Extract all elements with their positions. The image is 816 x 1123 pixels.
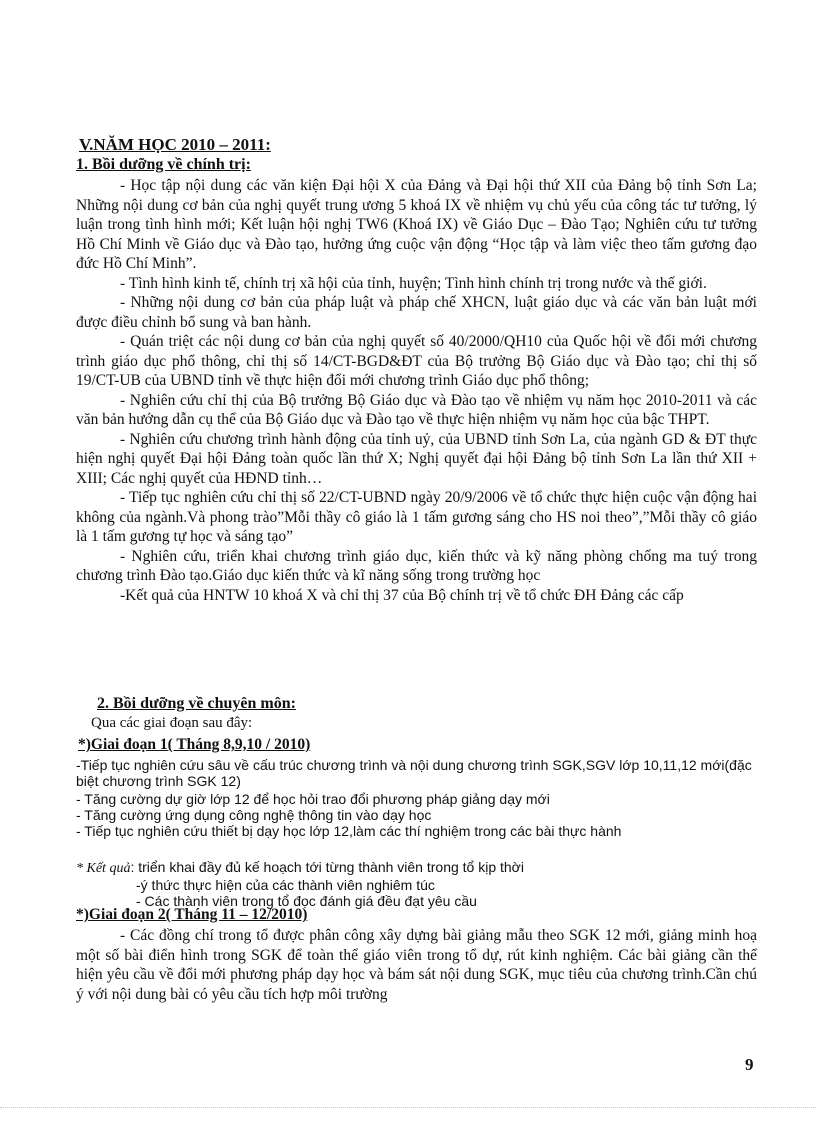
list-item: - Tăng cường ứng dụng công nghệ thông tin vào dạy học (76, 807, 432, 823)
section1-heading: 1. Bồi dưỡng về chính trị: (76, 156, 251, 173)
paragraph: - Học tập nội dung các văn kiện Đại hội X của Đảng và Đại hội thứ XII của Đảng bộ tỉnh Sơn La; Những nội dung cơ bản của nghị quyết trung ương 5 khoá IX về nhiệm vụ chủ yếu của công tác tư tưởng, lý luận trong tình hình mới; Kết luận hội nghị TW6 (Khoá IX) về Giáo Dục – Đào Tạo; Nghiên cứu tư tưởng Hồ Chí Minh về Giáo dục và Đào tạo, hưởng ứng cuộc vận động “Học tập và làm việc theo tấm gương đạo đức Hồ Chí Minh”. (76, 177, 757, 272)
phase1-heading: *)Giai đoạn 1( Tháng 8,9,10 / 2010) (78, 736, 311, 753)
section1-body (76, 176, 757, 605)
page-number: 9 (745, 1055, 754, 1074)
paragraph: - Nghiên cứu chương trình hành động của tỉnh uỷ, của UBND tỉnh Sơn La, của ngành GD & ĐT thực hiện nghị quyết Đại hội Đảng toàn quốc lần thứ X; Nghị quyết đại hội Đảng bộ tỉnh Sơn La lần thứ XII + XIII; Các nghị quyết của HĐND tỉnh… (76, 430, 757, 487)
phase1-list (76, 757, 766, 839)
section2-intro: Qua các giai đoạn sau đây: (91, 715, 253, 731)
list-item: - Tiếp tục nghiên cứu thiết bị dạy học lớp 12,làm các thí nghiệm trong các bài thực hành (76, 823, 622, 839)
page-title: V.NĂM HỌC 2010 – 2011: (79, 135, 271, 154)
paragraph: - Tiếp tục nghiên cứu chỉ thị số 22/CT-UBND ngày 20/9/2006 về tổ chức thực hiện cuộc vận động hai không của ngành.Và phong trào”Mỗi thầy cô giáo là 1 tấm gương sáng cho HS noi theo”,”Mỗi thầy cô giáo là 1 tấm gương tự học và sáng tạo” (76, 489, 757, 545)
paragraph: - Những nội dung cơ bản của pháp luật và pháp chế XHCN, luật giáo dục và các văn bản luật mới được điều chỉnh bổ sung và ban hành. (76, 294, 757, 331)
result-text: : triển khai đầy đủ kế hoạch tới từng thành viên trong tổ kịp thời (130, 859, 524, 875)
result-line: -ý thức thực hiện của các thành viên nghiêm túc (136, 877, 435, 893)
footer-divider (0, 1107, 816, 1108)
result-label: * Kết quả (76, 861, 131, 876)
paragraph: - Nghiên cứu, triển khai chương trình giáo dục, kiến thức và kỹ năng phòng chống ma tuý trong chương trình Đào tạo.Giáo dục kiến thức và kĩ năng sống trong trường học (76, 547, 757, 584)
paragraph: - Các đồng chí trong tổ được phân công xây dựng bài giảng mẫu theo SGK 12 mới, giảng minh hoạ một số bài điển hình trong SGK để toàn thể giáo viên trong tổ dự, rút kinh nghiệm. Các bài giảng cần thể hiện yêu cầu về đổi mới phương pháp dạy học và bám sát nội dung SGK, mục tiêu của chương trình.Cần chú ý với nội dung bài có yêu cầu tích hợp môi trường (76, 927, 757, 1003)
paragraph: -Kết quả của HNTW 10 khoá X và chỉ thị 37 của Bộ chính trị về tổ chức ĐH Đảng các cấp (120, 586, 684, 604)
list-item: - Tăng cường dự giờ lớp 12 để học hỏi trao đổi phương pháp giảng dạy mới (76, 791, 550, 807)
result-line: - Các thành viên trong tổ đọc đánh giá đều đạt yêu cầu (136, 893, 477, 909)
phase2-heading: *)Giai đoạn 2( Tháng 11 – 12/2010) (76, 906, 308, 923)
paragraph: - Nghiên cứu chỉ thị của Bộ trưởng Bộ Giáo dục và Đào tạo về nhiệm vụ năm học 2010-2011 và các văn bản hướng dẫn cụ thể của Bộ Giáo dục và Đào tạo về thực hiện nhiệm vụ năm học của bậc THPT. (76, 391, 757, 428)
phase2-body (76, 926, 757, 1004)
paragraph: - Quán triệt các nội dung cơ bản của nghị quyết số 40/2000/QH10 của Quốc hội về đổi mới chương trình giáo dục phổ thông, chỉ thị số 14/CT-BGD&ĐT của Bộ trưởng Bộ Giáo dục và Đào tạo; chỉ thị số 19/CT-UB của UBND tỉnh về thực hiện đổi mới chương trình Giáo dục phổ thông; (76, 333, 757, 389)
section2-heading: 2. Bồi dưỡng về chuyên môn: (97, 695, 296, 712)
phase1-result (76, 859, 766, 909)
list-item: -Tiếp tục nghiên cứu sâu về cấu trúc chương trình và nội dung chương trình SGK,SGV lớp 10,11,12 mới(đặc biệt chương trình SGK 12) (76, 757, 752, 789)
paragraph: - Tình hình kinh tế, chính trị xã hội của tỉnh, huyện; Tình hình chính trị trong nước và thế giới. (120, 274, 707, 292)
